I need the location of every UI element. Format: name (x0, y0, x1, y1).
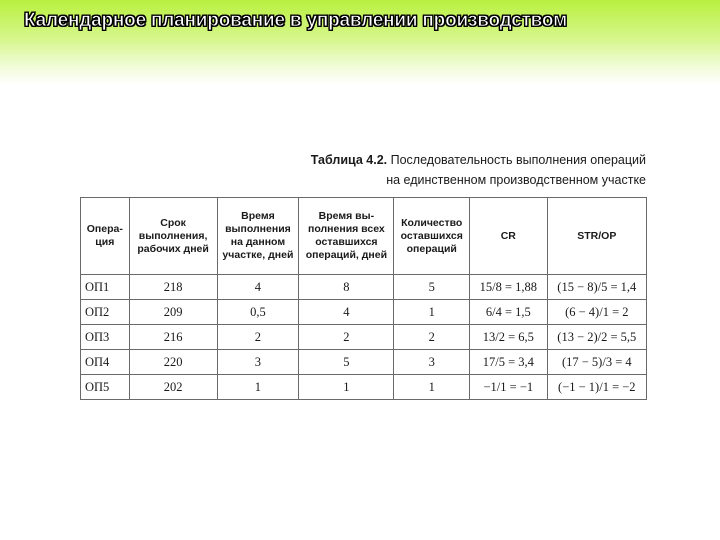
column-header-line: полнения всех (308, 223, 385, 235)
column-header-6 (547, 198, 646, 275)
table-number: Таблица 4.2. (310, 153, 388, 167)
table-cell: 1 (217, 375, 299, 400)
header-row (81, 198, 647, 275)
column-header-line: участке, дней (222, 249, 294, 261)
table-row (81, 325, 647, 350)
caption-line-1: Последовательность выполнения операций (390, 153, 646, 167)
table-cell: 3 (217, 350, 299, 375)
table-caption (311, 150, 646, 190)
table-cell: 1 (394, 375, 470, 400)
column-header-line: Время вы- (318, 210, 375, 222)
column-header-4 (394, 198, 470, 275)
column-header-line: выполнения, (138, 229, 208, 242)
table-cell: 216 (129, 325, 217, 350)
table-cell: 0,5 (217, 300, 299, 325)
table-cell: 218 (129, 275, 217, 300)
table-cell: 2 (394, 325, 470, 350)
table-row (81, 350, 647, 375)
column-header-line: на данном (230, 236, 286, 248)
caption-line-2: на единственном производственном участке (386, 173, 646, 187)
table-row (81, 375, 647, 400)
table-cell: (−1 − 1)/1 = −2 (547, 375, 646, 400)
column-header-2 (217, 198, 299, 275)
table-cell: 17/5 = 3,4 (470, 350, 548, 375)
column-header-line: STR/OP (577, 229, 617, 242)
table-cell: 4 (217, 275, 299, 300)
table-cell: ОП5 (81, 375, 130, 400)
table-cell: 202 (129, 375, 217, 400)
table-row (81, 300, 647, 325)
table-cell: 5 (299, 350, 394, 375)
table-cell: ОП4 (81, 350, 130, 375)
column-header-line: рабочих дней (137, 242, 209, 255)
column-header-5 (470, 198, 548, 275)
table-cell: 2 (217, 325, 299, 350)
column-header-line: оставшихся (315, 236, 378, 248)
table-cell: ОП1 (81, 275, 130, 300)
table-cell: 6/4 = 1,5 (470, 300, 548, 325)
column-header-line: Срок (160, 216, 186, 229)
table-cell: 1 (394, 300, 470, 325)
table-body (81, 275, 647, 400)
table-row (81, 275, 647, 300)
table-cell: (13 − 2)/2 = 5,5 (547, 325, 646, 350)
table-cell: −1/1 = −1 (470, 375, 548, 400)
column-header-line: Опера- (86, 223, 123, 235)
table-cell: 5 (394, 275, 470, 300)
table-cell: 13/2 = 6,5 (470, 325, 548, 350)
slide-title: Календарное планирование в управлении производством (24, 10, 567, 31)
table-cell: 2 (299, 325, 394, 350)
column-header-3 (299, 198, 394, 275)
operations-table (80, 197, 647, 400)
table-cell: 1 (299, 375, 394, 400)
table-cell: (15 − 8)/5 = 1,4 (547, 275, 646, 300)
table-cell: 15/8 = 1,88 (470, 275, 548, 300)
table-cell: 3 (394, 350, 470, 375)
column-header-line: CR (500, 229, 516, 242)
table-cell: 4 (299, 300, 394, 325)
table-cell: 8 (299, 275, 394, 300)
column-header-line: Время (241, 210, 275, 222)
table-cell: (17 − 5)/3 = 4 (547, 350, 646, 375)
table-cell: 209 (129, 300, 217, 325)
column-header-line: ция (95, 236, 115, 248)
table-cell: ОП2 (81, 300, 130, 325)
table-cell: (6 − 4)/1 = 2 (547, 300, 646, 325)
table-cell: ОП3 (81, 325, 130, 350)
column-header-line: оставшихся (400, 229, 463, 242)
column-header-line: операций (406, 242, 457, 255)
column-header-line: выполнения (225, 223, 291, 235)
column-header-line: Количество (401, 216, 463, 229)
column-header-1 (129, 198, 217, 275)
column-header-line: операций, дней (305, 249, 388, 261)
column-header-0 (81, 198, 130, 275)
table-cell: 220 (129, 350, 217, 375)
